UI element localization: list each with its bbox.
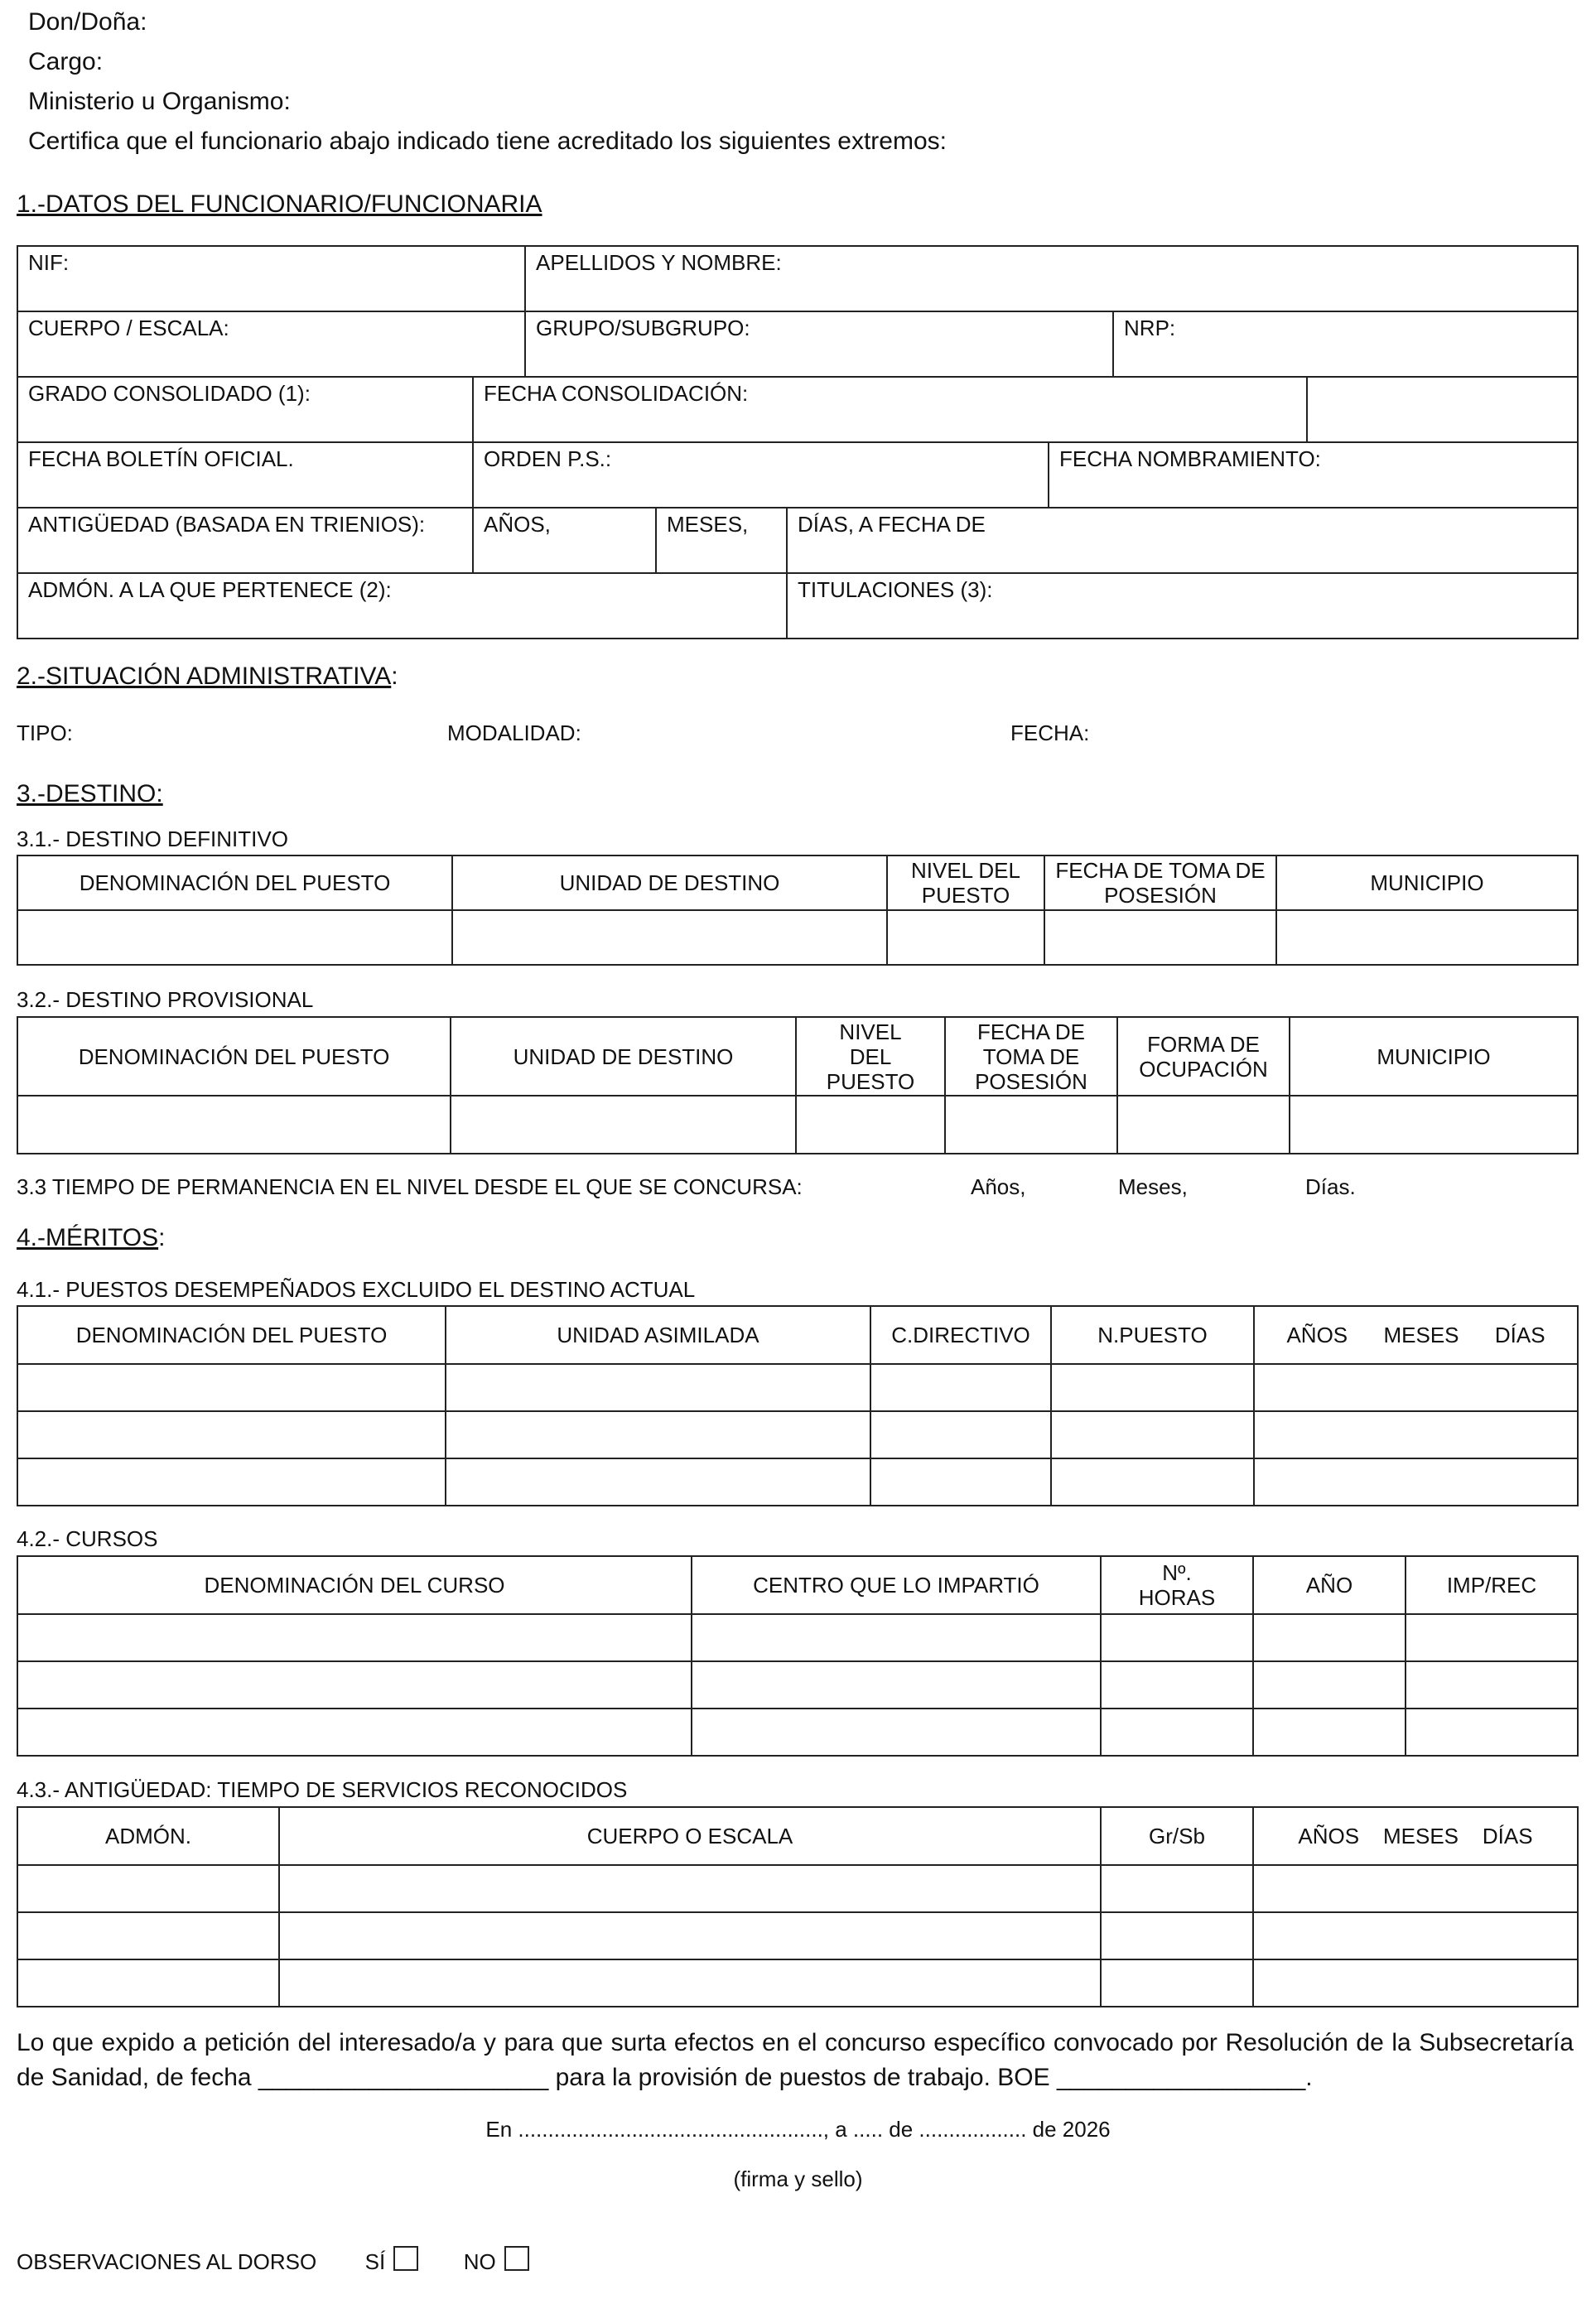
table-row xyxy=(17,1614,1578,1661)
table-row xyxy=(17,1661,1578,1709)
col-header: UNIDAD DE DESTINO xyxy=(451,1017,796,1096)
table-cell[interactable] xyxy=(1406,1709,1578,1756)
table-row xyxy=(17,1458,1578,1506)
apellidos-cell[interactable] xyxy=(525,246,1578,311)
grupo-cell[interactable] xyxy=(525,311,1113,377)
col-header: Gr/Sb xyxy=(1101,1807,1253,1865)
table-cell[interactable] xyxy=(1101,1959,1253,2007)
table-cell[interactable] xyxy=(446,1364,870,1411)
grupo-label: GRUPO/SUBGRUPO: xyxy=(536,316,750,340)
certification-text: Lo que expido a petición del interesado/a y para que surta efectos en el concurso específico convocado por Resolución de la Subsecretaría de Sanidad, de fecha _____________________ para la provisión de puestos de trabajo. BOE __________________. xyxy=(17,2029,1574,2091)
table-cell[interactable] xyxy=(1254,1364,1578,1411)
table-row xyxy=(17,1912,1578,1959)
table-row xyxy=(17,910,1578,965)
admon-label: ADMÓN. A LA QUE PERTENECE (2): xyxy=(28,577,392,602)
fecha-boletin-cell[interactable] xyxy=(17,442,473,508)
fecha-consolidacion-cell[interactable] xyxy=(473,377,1307,442)
meses-cell[interactable] xyxy=(656,508,787,573)
fecha-consolidacion-label: FECHA CONSOLIDACIÓN: xyxy=(484,381,749,406)
antiguedad-table xyxy=(17,1806,1579,2007)
certifica-text: Certifica que el funcionario abajo indicado tiene acreditado los siguientes extremos: xyxy=(28,128,947,155)
table-cell[interactable] xyxy=(1101,1661,1253,1709)
titulaciones-label: TITULACIONES (3): xyxy=(798,577,993,602)
table-cell[interactable] xyxy=(1051,1458,1254,1506)
orden-ps-label: ORDEN P.S.: xyxy=(484,446,612,471)
table-cell[interactable] xyxy=(446,1411,870,1458)
antiguedad-cell xyxy=(17,508,473,573)
table-cell[interactable] xyxy=(1253,1709,1406,1756)
nrp-cell[interactable] xyxy=(1113,311,1578,377)
col-header: FECHA DE TOMA DE POSESIÓN xyxy=(1044,855,1276,910)
section-3-title: 3.-DESTINO: xyxy=(17,780,163,807)
table-cell[interactable] xyxy=(870,1364,1051,1411)
admon-cell[interactable] xyxy=(17,573,787,639)
table-cell[interactable] xyxy=(1101,1912,1253,1959)
table-cell[interactable] xyxy=(17,1865,279,1912)
table-row xyxy=(17,1709,1578,1756)
destino-definitivo-table xyxy=(17,855,1579,966)
table-cell[interactable] xyxy=(1101,1865,1253,1912)
tiempo-anos-label: Años, xyxy=(971,1174,1026,1199)
table-cell[interactable] xyxy=(870,1458,1051,1506)
dias-cell[interactable] xyxy=(787,508,1578,573)
table-cell[interactable] xyxy=(279,1912,1101,1959)
col-header: UNIDAD ASIMILADA xyxy=(446,1306,870,1364)
dias-label: DÍAS, A FECHA DE xyxy=(798,512,986,537)
cargo-label: Cargo: xyxy=(28,48,104,75)
antiguedad-label: ANTIGÜEDAD (BASADA EN TRIENIOS): xyxy=(28,512,426,537)
table-cell[interactable] xyxy=(452,910,887,965)
fecha-label: FECHA: xyxy=(1010,721,1090,745)
table-cell[interactable] xyxy=(945,1096,1117,1154)
observaciones-label: OBSERVACIONES AL DORSO xyxy=(17,2249,317,2274)
destino-provisional-title: 3.2.- DESTINO PROVISIONAL xyxy=(17,987,314,1012)
table-cell[interactable] xyxy=(17,1364,446,1411)
table-cell[interactable] xyxy=(1406,1614,1578,1661)
col-header: FORMA DE OCUPACIÓN xyxy=(1117,1017,1290,1096)
col-header: DENOMINACIÓN DEL PUESTO xyxy=(17,1017,451,1096)
fecha-consolidacion-value-cell[interactable] xyxy=(1307,377,1578,442)
col-header: CENTRO QUE LO IMPARTIÓ xyxy=(692,1556,1101,1614)
col-header: Nº. HORAS xyxy=(1101,1556,1253,1614)
puestos-table xyxy=(17,1305,1579,1506)
tiempo-meses-label: Meses, xyxy=(1118,1174,1188,1199)
cursos-title: 4.2.- CURSOS xyxy=(17,1526,158,1551)
table-cell[interactable] xyxy=(1254,1458,1578,1506)
table-cell[interactable] xyxy=(17,1661,692,1709)
table-cell[interactable] xyxy=(17,1096,451,1154)
col-header: DENOMINACIÓN DEL CURSO xyxy=(17,1556,692,1614)
datos-table xyxy=(17,245,1579,639)
table-cell[interactable] xyxy=(692,1709,1101,1756)
antiguedad-title: 4.3.- ANTIGÜEDAD: TIEMPO DE SERVICIOS RECONOCIDOS xyxy=(17,1777,628,1802)
place-date-line: En ..................................................., a ..... de .................. de 2026 xyxy=(485,2117,1111,2142)
col-header: NIVEL DEL PUESTO xyxy=(887,855,1044,910)
section-4-title: 4.-MÉRITOS: xyxy=(17,1224,166,1251)
nrp-label: NRP: xyxy=(1124,316,1176,340)
modalidad-label: MODALIDAD: xyxy=(447,721,581,745)
col-header: AÑO xyxy=(1253,1556,1406,1614)
table-row xyxy=(17,1411,1578,1458)
ministerio-label: Ministerio u Organismo: xyxy=(28,88,291,115)
table-cell[interactable] xyxy=(1253,1661,1406,1709)
destino-definitivo-title: 3.1.- DESTINO DEFINITIVO xyxy=(17,827,288,851)
anos-label: AÑOS, xyxy=(484,512,551,537)
col-header: AÑOS MESES DÍAS xyxy=(1254,1306,1578,1364)
col-header: NIVEL DEL PUESTO xyxy=(796,1017,945,1096)
table-cell[interactable] xyxy=(692,1614,1101,1661)
table-cell[interactable] xyxy=(1254,1411,1578,1458)
table-cell[interactable] xyxy=(1276,910,1578,965)
table-cell[interactable] xyxy=(1051,1411,1254,1458)
col-header: AÑOS MESES DÍAS xyxy=(1253,1807,1578,1865)
si-label: SÍ xyxy=(364,2249,386,2274)
tiempo-dias-label: Días. xyxy=(1305,1174,1356,1199)
table-cell[interactable] xyxy=(1290,1096,1578,1154)
table-cell[interactable] xyxy=(17,1411,446,1458)
puestos-title: 4.1.- PUESTOS DESEMPEÑADOS EXCLUIDO EL DESTINO ACTUAL xyxy=(17,1277,696,1302)
col-header: UNIDAD DE DESTINO xyxy=(452,855,887,910)
section-1-title: 1.-DATOS DEL FUNCIONARIO/FUNCIONARIA xyxy=(17,190,542,218)
table-cell[interactable] xyxy=(446,1458,870,1506)
col-header: ADMÓN. xyxy=(17,1807,279,1865)
table-cell[interactable] xyxy=(692,1661,1101,1709)
table-cell[interactable] xyxy=(1253,1912,1578,1959)
destino-provisional-table xyxy=(17,1016,1579,1154)
fecha-boletin-label: FECHA BOLETÍN OFICIAL. xyxy=(28,446,294,471)
titulaciones-cell[interactable] xyxy=(787,573,1578,639)
table-cell[interactable] xyxy=(1253,1959,1578,2007)
cuerpo-label: CUERPO / ESCALA: xyxy=(28,316,229,340)
col-header: MUNICIPIO xyxy=(1290,1017,1578,1096)
table-cell[interactable] xyxy=(887,910,1044,965)
apellidos-label: APELLIDOS Y NOMBRE: xyxy=(536,250,782,275)
fecha-nombramiento-label: FECHA NOMBRAMIENTO: xyxy=(1059,446,1321,471)
table-cell[interactable] xyxy=(1253,1614,1406,1661)
table-cell[interactable] xyxy=(279,1959,1101,2007)
col-header: DENOMINACIÓN DEL PUESTO xyxy=(17,1306,446,1364)
table-cell[interactable] xyxy=(1051,1364,1254,1411)
col-header: IMP/REC xyxy=(1406,1556,1578,1614)
anos-cell[interactable] xyxy=(473,508,656,573)
tipo-label: TIPO: xyxy=(17,721,73,745)
no-checkbox[interactable] xyxy=(504,2246,529,2271)
nif-label: NIF: xyxy=(28,250,70,275)
table-cell[interactable] xyxy=(17,1709,692,1756)
table-row xyxy=(17,1959,1578,2007)
table-cell[interactable] xyxy=(796,1096,945,1154)
observaciones-row xyxy=(17,2246,529,2275)
table-cell[interactable] xyxy=(17,1959,279,2007)
section-2-title: 2.-SITUACIÓN ADMINISTRATIVA: xyxy=(17,663,398,690)
table-cell[interactable] xyxy=(17,910,452,965)
meses-label: MESES, xyxy=(667,512,749,537)
don-label: Don/Doña: xyxy=(28,8,147,36)
table-cell[interactable] xyxy=(870,1411,1051,1458)
no-label: NO xyxy=(463,2249,496,2274)
table-cell[interactable] xyxy=(1406,1661,1578,1709)
col-header: DENOMINACIÓN DEL PUESTO xyxy=(17,855,452,910)
cursos-table xyxy=(17,1555,1579,1757)
table-cell[interactable] xyxy=(1044,910,1276,965)
table-cell[interactable] xyxy=(17,1458,446,1506)
cuerpo-cell[interactable] xyxy=(17,311,525,377)
table-cell[interactable] xyxy=(451,1096,796,1154)
col-header: C.DIRECTIVO xyxy=(870,1306,1051,1364)
col-header: N.PUESTO xyxy=(1051,1306,1254,1364)
table-cell[interactable] xyxy=(1101,1709,1253,1756)
table-cell[interactable] xyxy=(1101,1614,1253,1661)
nif-cell[interactable] xyxy=(17,246,525,311)
table-row xyxy=(17,1865,1578,1912)
orden-ps-cell[interactable] xyxy=(473,442,1049,508)
table-row xyxy=(17,1364,1578,1411)
si-checkbox[interactable] xyxy=(393,2246,418,2271)
grado-cell[interactable] xyxy=(17,377,473,442)
table-cell[interactable] xyxy=(279,1865,1101,1912)
grado-label: GRADO CONSOLIDADO (1): xyxy=(28,381,311,406)
firma-label: (firma y sello) xyxy=(733,2166,863,2191)
tiempo-permanencia-label: 3.3 TIEMPO DE PERMANENCIA EN EL NIVEL DESDE EL QUE SE CONCURSA: xyxy=(17,1174,803,1199)
table-cell[interactable] xyxy=(17,1912,279,1959)
fecha-nombramiento-cell[interactable] xyxy=(1049,442,1578,508)
col-header: MUNICIPIO xyxy=(1276,855,1578,910)
table-row xyxy=(17,1096,1578,1154)
table-cell[interactable] xyxy=(1253,1865,1578,1912)
table-cell[interactable] xyxy=(1117,1096,1290,1154)
col-header: FECHA DE TOMA DE POSESIÓN xyxy=(945,1017,1117,1096)
table-cell[interactable] xyxy=(17,1614,692,1661)
col-header: CUERPO O ESCALA xyxy=(279,1807,1101,1865)
